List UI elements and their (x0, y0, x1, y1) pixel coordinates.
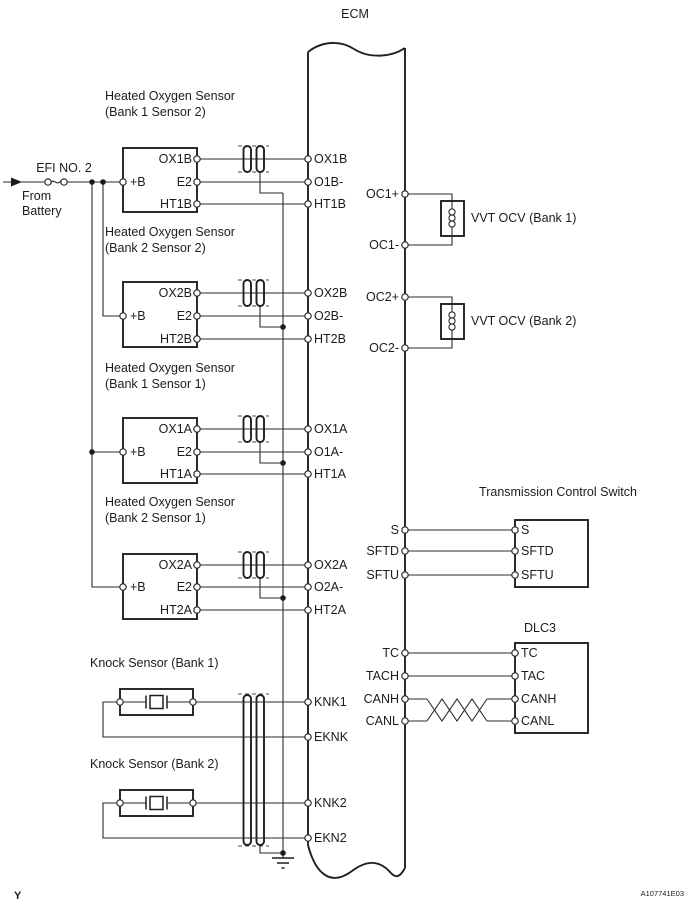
fuse-terminal (61, 179, 67, 185)
terminal-pin (194, 607, 200, 613)
ecm-pin-label: O1A- (314, 445, 344, 459)
ecm-pin (402, 572, 408, 578)
shield-icon (238, 694, 269, 846)
dlc3 (364, 621, 588, 733)
ecm-pin-label: EKNK (314, 730, 349, 744)
terminal-label: +B (130, 175, 146, 189)
ecm-pin-label: OX2A (314, 558, 348, 572)
o2-sensor-bank1-sensor1 (105, 361, 348, 483)
ecm-pin (402, 548, 408, 554)
ecm-pin (305, 584, 311, 590)
dlc3-pin (512, 718, 518, 724)
knock-shield (238, 694, 283, 853)
ecm-pin (402, 718, 408, 724)
ocv-label: VVT OCV (Bank 1) (471, 211, 577, 225)
vvt-ocv-bank1 (366, 187, 576, 252)
junction-dot (89, 449, 95, 455)
terminal-pin (194, 449, 200, 455)
sensor-title: Heated Oxygen Sensor (105, 225, 235, 239)
terminal-label: HT2A (160, 603, 192, 617)
terminal-label: +B (130, 445, 146, 459)
ecm-label: ECM (341, 7, 369, 21)
coil-icon (449, 209, 455, 227)
ecm-pin (305, 201, 311, 207)
terminal-pin (120, 313, 126, 319)
ecm (308, 7, 405, 878)
dlc3-pin-label: CANL (521, 714, 555, 728)
terminal-label: OX2A (158, 558, 192, 572)
ecm-top-break-line (308, 43, 405, 56)
ecm-pin (305, 699, 311, 705)
terminal-pin (194, 313, 200, 319)
terminal-pin (117, 699, 123, 705)
terminal-label: E2 (176, 175, 192, 189)
knock-sensor-bank1 (90, 656, 349, 744)
terminal-pin (120, 584, 126, 590)
ecm-pin-label: OC2- (369, 341, 399, 355)
ecm-pin (305, 562, 311, 568)
ecm-pin (305, 734, 311, 740)
ecm-pin-label: CANL (365, 714, 399, 728)
o2-sensor-bank1-sensor2 (105, 89, 347, 212)
tcs-pin (512, 548, 518, 554)
dlc3-pin-label: CANH (521, 692, 557, 706)
ecm-pin (305, 800, 311, 806)
terminal-pin (194, 156, 200, 162)
coil-icon (449, 312, 455, 330)
ecm-pin-label: OC1+ (365, 187, 399, 201)
ecm-pin (305, 835, 311, 841)
twisted-pair-icon (427, 699, 487, 721)
ecm-pin-label: OC2+ (365, 290, 399, 304)
ecm-pin-label: O1B- (314, 175, 344, 189)
sensor-title: (Bank 2 Sensor 2) (105, 241, 206, 255)
dlc3-title: DLC3 (524, 621, 556, 635)
ecm-pin-label: TC (382, 646, 399, 660)
terminal-pin (194, 562, 200, 568)
tcs-pin-label: SFTD (521, 544, 554, 558)
sensor-title: (Bank 2 Sensor 1) (105, 511, 206, 525)
piezo-element-icon (120, 696, 193, 709)
shield-drain-wire (260, 845, 283, 853)
junction-dot (89, 179, 95, 185)
ecm-pin-label: OX2B (314, 286, 348, 300)
sensor-title: Heated Oxygen Sensor (105, 89, 235, 103)
sensor-title: Knock Sensor (Bank 1) (90, 656, 219, 670)
ecm-pin-label: O2B- (314, 309, 344, 323)
ecm-pin-label: O2A- (314, 580, 344, 594)
terminal-pin (194, 471, 200, 477)
terminal-label: E2 (176, 445, 192, 459)
fuse-terminal (45, 179, 51, 185)
ecm-bottom-break-line (308, 845, 405, 878)
ecm-pin (402, 345, 408, 351)
ecm-pin-label: HT2A (314, 603, 346, 617)
ecm-pin (305, 290, 311, 296)
sensor-title: Knock Sensor (Bank 2) (90, 757, 219, 771)
tcs-pin (512, 527, 518, 533)
terminal-label: HT2B (160, 332, 192, 346)
terminal-pin (194, 584, 200, 590)
terminal-label: OX1B (158, 152, 192, 166)
ecm-pin-label: EKN2 (314, 831, 347, 845)
ecm-pin-label: HT1A (314, 467, 346, 481)
dlc3-pin-label: TAC (521, 669, 546, 683)
ecm-pin (305, 313, 311, 319)
ecm-pin-label: HT1B (314, 197, 346, 211)
ground-wire (103, 803, 308, 838)
terminal-pin (117, 800, 123, 806)
dlc3-pin (512, 696, 518, 702)
ecm-pin-label: HT2B (314, 332, 346, 346)
sensor-title: (Bank 1 Sensor 2) (105, 105, 206, 119)
ecm-pin-label: OX1A (314, 422, 348, 436)
terminal-label: OX2B (158, 286, 192, 300)
ecm-pin-label: KNK2 (314, 796, 347, 810)
ecm-pin-label: SFTU (366, 568, 399, 582)
figure-code: A107741E03 (640, 889, 684, 898)
ecm-pin (402, 673, 408, 679)
ecm-pin-label: TACH (365, 669, 399, 683)
terminal-label: HT1A (160, 467, 192, 481)
tcs-title: Transmission Control Switch (479, 485, 637, 499)
shield-drain-wire (260, 578, 283, 598)
terminal-label: HT1B (160, 197, 192, 211)
fuse-label: EFI NO. 2 (36, 161, 92, 175)
dlc3-pin (512, 673, 518, 679)
from-battery-label: From (22, 189, 52, 203)
terminal-pin (194, 290, 200, 296)
dlc3-pin-label: TC (521, 646, 538, 660)
terminal-label: E2 (176, 580, 192, 594)
ground-icon (272, 858, 294, 868)
o2-sensor-bank2-sensor1 (105, 495, 348, 619)
tcs-pin (512, 572, 518, 578)
sensor-title: Heated Oxygen Sensor (105, 495, 235, 509)
ecm-pin-label: KNK1 (314, 695, 347, 709)
ecm-pin (305, 426, 311, 432)
ecm-pin (305, 179, 311, 185)
terminal-pin (194, 426, 200, 432)
fuse-icon (51, 181, 61, 184)
terminal-label: E2 (176, 309, 192, 323)
transmission-control-switch (366, 485, 637, 587)
ecm-pin-label: OC1- (369, 238, 399, 252)
terminal-label: +B (130, 309, 146, 323)
o2-sensor-bank2-sensor2 (105, 225, 347, 347)
ecm-pin (402, 242, 408, 248)
ecm-pin (402, 650, 408, 656)
ground-wire (103, 702, 308, 737)
terminal-pin (190, 699, 196, 705)
junction-dot (100, 179, 106, 185)
shield-drain-bus (272, 193, 294, 868)
terminal-pin (120, 179, 126, 185)
terminal-pin (190, 800, 196, 806)
ecm-pin (305, 607, 311, 613)
sensor-title: (Bank 1 Sensor 1) (105, 377, 206, 391)
ecm-pin (305, 449, 311, 455)
arrow-icon (11, 178, 22, 187)
ocv-label: VVT OCV (Bank 2) (471, 314, 577, 328)
from-battery-label: Battery (22, 204, 62, 218)
vvt-ocv-bank2 (366, 290, 576, 355)
ecm-pin (402, 527, 408, 533)
tcs-pin-label: S (521, 523, 530, 537)
ecm-pin (402, 294, 408, 300)
ecm-pin-label: OX1B (314, 152, 348, 166)
ecm-pin (305, 336, 311, 342)
sensor-title: Heated Oxygen Sensor (105, 361, 235, 375)
ecm-pin-label: SFTD (366, 544, 399, 558)
terminal-label: OX1A (158, 422, 192, 436)
ecm-pin (402, 696, 408, 702)
ecm-pin (402, 191, 408, 197)
ecm-pin (305, 471, 311, 477)
battery-feed (3, 161, 120, 587)
terminal-label: +B (130, 580, 146, 594)
terminal-pin (194, 336, 200, 342)
piezo-element-icon (120, 797, 193, 810)
ecm-pin (305, 156, 311, 162)
footer-left-label: Y (14, 890, 22, 902)
ecm-pin-label: CANH (363, 692, 399, 706)
terminal-pin (194, 201, 200, 207)
tcs-pin-label: SFTU (521, 568, 554, 582)
dlc3-pin (512, 650, 518, 656)
terminal-pin (120, 449, 126, 455)
terminal-pin (194, 179, 200, 185)
footer (14, 889, 684, 902)
ecm-pin-label: S (390, 523, 399, 537)
